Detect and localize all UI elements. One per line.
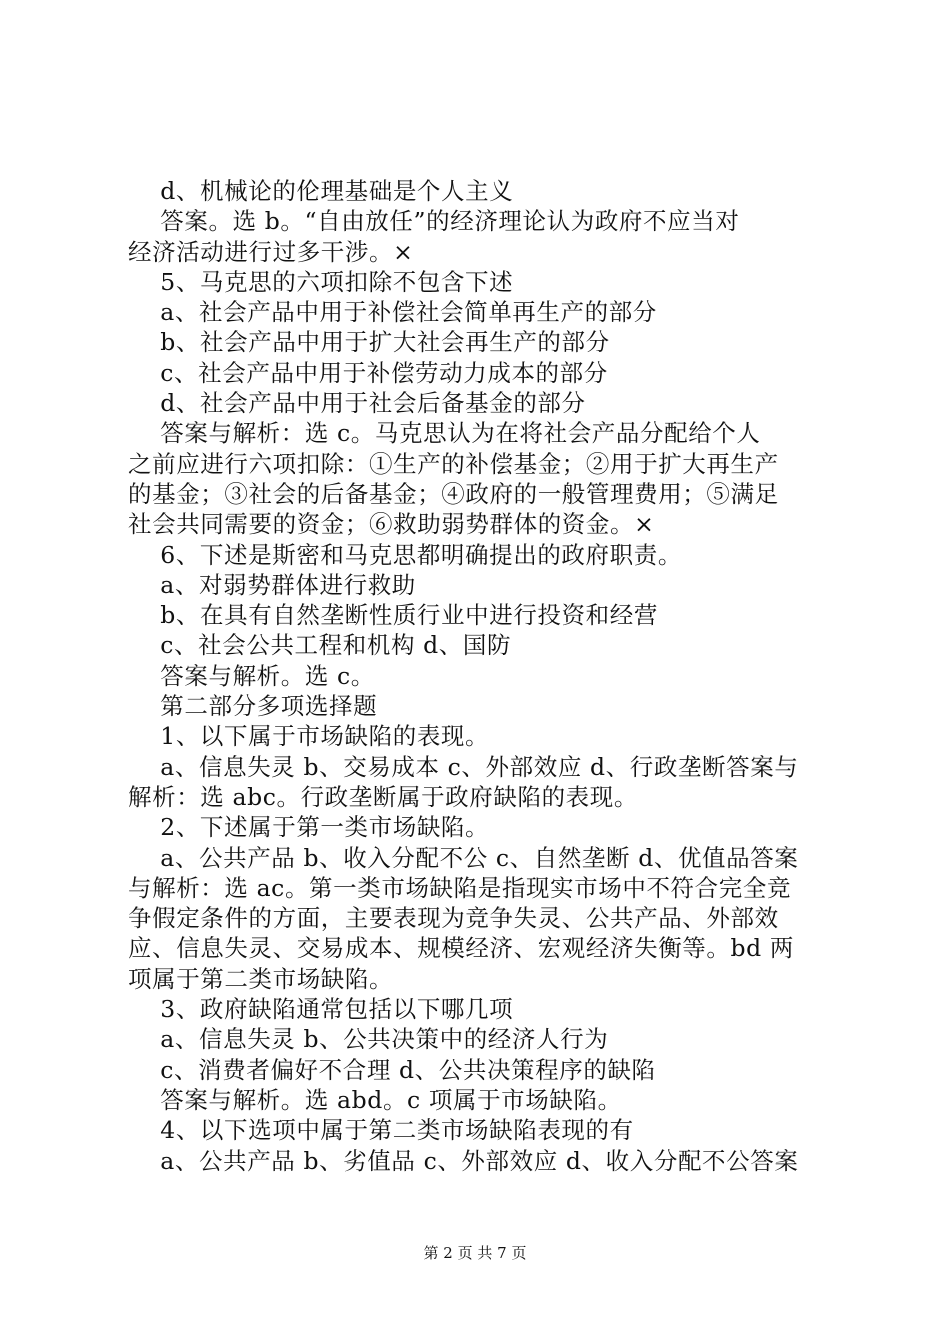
text-line: 6、下述是斯密和马克思都明确提出的政府职责。 bbox=[128, 540, 682, 569]
text-line: b、在具有自然垄断性质行业中进行投资和经营 bbox=[128, 601, 658, 630]
text-line: d、机械论的伦理基础是个人主义 bbox=[128, 177, 514, 205]
text-line: a、对弱势群体进行救助 bbox=[128, 570, 416, 599]
text-line: 2、下述属于第一类市场缺陷。 bbox=[128, 813, 490, 842]
text-line: 1、以下属于市场缺陷的表现。 bbox=[128, 722, 490, 751]
text-line: 解析：选 abc。行政垄断属于政府缺陷的表现。 bbox=[128, 782, 638, 811]
text-line: b、社会产品中用于扩大社会再生产的部分 bbox=[128, 328, 610, 357]
text-line: 5、马克思的六项扣除不包含下述 bbox=[128, 267, 514, 296]
text-line: 答案。选 b。“自由放任”的经济理论认为政府不应当对 bbox=[128, 207, 740, 236]
text-line: a、社会产品中用于补偿社会简单再生产的部分 bbox=[128, 298, 657, 327]
section-heading: 第二部分多项选择题 bbox=[128, 692, 378, 721]
text-line: a、信息失灵 b、公共决策中的经济人行为 bbox=[128, 1025, 609, 1054]
text-line: c、社会公共工程和机构 d、国防 bbox=[128, 631, 512, 660]
page-footer: 第 2 页 共 7 页 bbox=[423, 1244, 527, 1262]
text-line: 与解析：选 ac。第一类市场缺陷是指现实市场中不符合完全竞 bbox=[128, 873, 792, 902]
text-line: 应、信息失灵、交易成本、规模经济、宏观经济失衡等。bd 两 bbox=[128, 934, 794, 963]
text-line: c、社会产品中用于补偿劳动力成本的部分 bbox=[128, 358, 608, 387]
text-line: 答案与解析：选 c。马克思认为在将社会产品分配给个人 bbox=[128, 419, 761, 448]
document-body bbox=[128, 176, 834, 1176]
text-line: 争假定条件的方面，主要表现为竞争失灵、公共产品、外部效 bbox=[128, 904, 779, 933]
text-line: a、信息失灵 b、交易成本 c、外部效应 d、行政垄断答案与 bbox=[128, 752, 799, 781]
text-line: d、社会产品中用于社会后备基金的部分 bbox=[128, 389, 586, 418]
text-line: a、公共产品 b、收入分配不公 c、自然垄断 d、优值品答案 bbox=[128, 843, 799, 872]
text-line: 的基金；③社会的后备基金；④政府的一般管理费用；⑤满足 bbox=[128, 479, 779, 508]
text-line: 之前应进行六项扣除：①生产的补偿基金；②用于扩大再生产 bbox=[128, 449, 779, 478]
text-line: 4、以下选项中属于第二类市场缺陷表现的有 bbox=[128, 1116, 634, 1145]
text-line: 3、政府缺陷通常包括以下哪几项 bbox=[128, 995, 514, 1024]
text-line: a、公共产品 b、劣值品 c、外部效应 d、收入分配不公答案 bbox=[128, 1146, 799, 1175]
text-line: 答案与解析。选 abd。c 项属于市场缺陷。 bbox=[128, 1085, 622, 1114]
text-line: c、消费者偏好不合理 d、公共决策程序的缺陷 bbox=[128, 1055, 656, 1084]
text-line: 答案与解析。选 c。 bbox=[128, 661, 375, 690]
text-line: 经济活动进行过多干涉。× bbox=[128, 237, 414, 266]
text-line: 项属于第二类市场缺陷。 bbox=[128, 964, 394, 993]
text-line: 社会共同需要的资金；⑥救助弱势群体的资金。× bbox=[128, 510, 655, 539]
